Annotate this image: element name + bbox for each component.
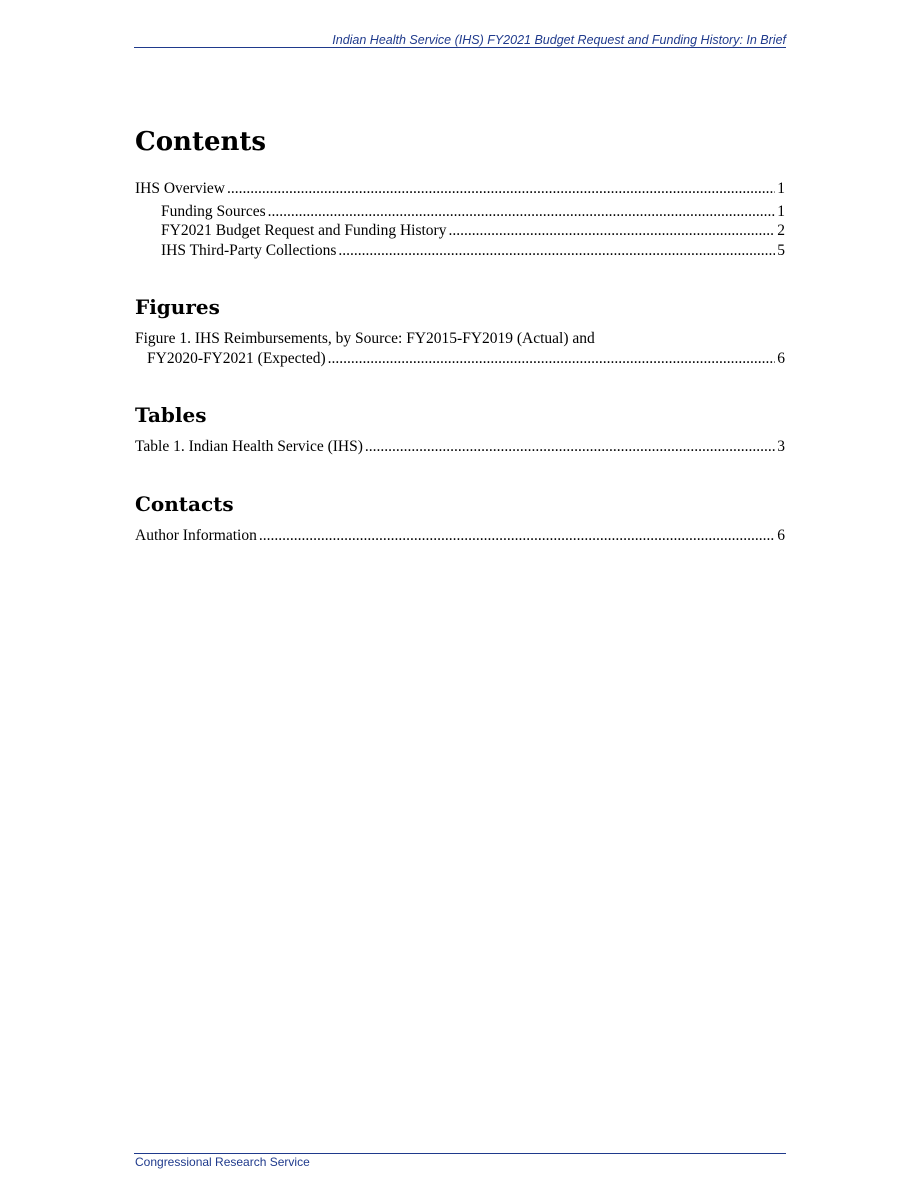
contents-list <box>135 179 785 260</box>
running-footer: Congressional Research Service <box>135 1155 310 1169</box>
figures-heading: Figures <box>135 295 220 319</box>
toc-entry-page: 2 <box>777 222 785 239</box>
running-header: Indian Health Service (IHS) FY2021 Budget Request and Funding History: In Brief <box>332 33 786 47</box>
toc-entry-funding-sources[interactable] <box>135 202 785 222</box>
toc-entry-label: Table 1. Indian Health Service (IHS) <box>135 438 363 455</box>
toc-entry-line2 <box>135 349 785 369</box>
toc-entry-figure-1[interactable] <box>135 329 785 368</box>
dot-leader <box>365 437 775 457</box>
toc-entry-page: 6 <box>777 526 785 544</box>
toc-entry-ihs-overview[interactable] <box>135 179 785 199</box>
toc-entry-label: FY2021 Budget Request and Funding History <box>161 222 447 239</box>
table-of-contents <box>135 126 785 545</box>
contacts-section <box>135 491 785 546</box>
header-divider <box>134 47 786 48</box>
toc-entry-page: 6 <box>777 349 785 367</box>
dot-leader <box>338 241 775 261</box>
toc-entry-page: 1 <box>777 180 785 197</box>
toc-entry-author-information[interactable] <box>135 526 785 546</box>
toc-entry-page: 1 <box>777 202 785 220</box>
toc-entry-third-party-collections[interactable] <box>135 241 785 261</box>
dot-leader <box>259 526 775 546</box>
toc-entry-label: Funding Sources <box>161 202 266 220</box>
dot-leader <box>268 202 776 222</box>
toc-entry-label-line2: FY2020-FY2021 (Expected) <box>147 349 326 367</box>
toc-entry-label: Author Information <box>135 526 257 544</box>
footer-divider <box>134 1153 786 1154</box>
toc-entry-label: IHS Overview <box>135 180 225 197</box>
toc-entry-label: IHS Third-Party Collections <box>161 241 337 259</box>
contents-heading: Contents <box>135 127 267 157</box>
dot-leader <box>448 221 775 241</box>
toc-entry-label-line1: Figure 1. IHS Reimbursements, by Source: FY2015-FY2019 (Actual) and <box>135 330 595 347</box>
figures-section <box>135 294 785 368</box>
toc-entry-page: 5 <box>777 241 785 259</box>
tables-section <box>135 402 785 457</box>
toc-entry-budget-request[interactable] <box>135 221 785 241</box>
toc-entry-page: 3 <box>777 438 785 455</box>
dot-leader <box>328 349 776 369</box>
dot-leader <box>227 179 775 199</box>
toc-entry-table-1[interactable] <box>135 437 785 457</box>
contacts-heading: Contacts <box>135 491 234 516</box>
tables-heading: Tables <box>135 403 207 427</box>
